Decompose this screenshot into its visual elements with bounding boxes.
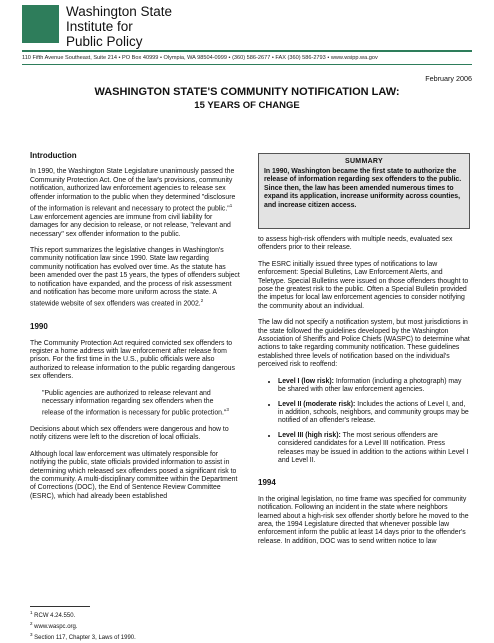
heading-1990: 1990 (30, 322, 48, 332)
left-column (30, 152, 240, 509)
right-paragraph-3: The law did not specify a notification system, but most jurisdictions in the state followed the guidelines developed by the Washington Association of Sheriffs and Police Chiefs (WASPC) to determine what actions to take regarding community notification. These guidelines established three levels of notification based on the individual's perceived risk to reoffend: (258, 319, 470, 369)
level-item (278, 378, 470, 395)
notification-levels-list (258, 378, 470, 466)
intro-paragraph-2 (30, 247, 240, 309)
footnote-number: 1 (30, 610, 33, 615)
summary-box (258, 153, 470, 229)
footnote-ref-3: 3 (226, 407, 229, 413)
section-1990-paragraph-2: Decisions about which sex offenders were dangerous and how to notify citizens were left to the discretion of local officials. (30, 426, 229, 442)
report-title: WASHINGTON STATE'S COMMUNITY NOTIFICATION LAW: (94, 86, 400, 98)
intro-p1-tail: Law enforcement agencies are immune from civil liability for damages for any decision to release, or not release, "relevant and necessary" sex offender information to the public. (30, 213, 231, 238)
org-line-3: Public Policy (66, 34, 143, 49)
footnote-number: 3 (30, 632, 33, 638)
footnote (30, 620, 136, 631)
org-line-2: Institute for (66, 19, 133, 34)
right-paragraph-2: The ESRC initially issued three types of notifications to law enforcement: Special Bulletins, Law Enforcement Alerts, and Teletype. Special Bulletins were issued on those offenders thought to pose the greatest risk to the public. Often a Special Bulletin provided the impetus for local law enforcement agencies to consider notifying the community about an individual. (258, 260, 469, 310)
publication-date: February 2006 (425, 74, 472, 83)
footnote-ref-2: 2 (200, 298, 204, 304)
footnote (30, 609, 136, 620)
org-line-1: Washington State (66, 4, 173, 19)
footnotes (30, 609, 136, 643)
level-1-label: Level I (low risk): (278, 377, 334, 385)
section-1990-paragraph-3: Although local law enforcement was ultimately responsible for notifying the public, state officials provided information to assist in determining which released sex offenders posed a significant risk to the community. A multi-disciplinary committee within the Department of Corrections (DOC), the End of Sentence Review Committee (ESRC), which had already been established (30, 450, 238, 500)
level-2-label: Level II (moderate risk): (278, 400, 356, 408)
right-column (258, 236, 470, 554)
intro-p2-text: This report summarizes the legislative changes in Washington's community notification law since 1990. State law regarding community notification has evolved over time. As the statute has been amended over the past 15 years, the types of offenders subject to notification have expanded, and the process of risk assessment and notification has become more uniform across the state. A statewide website of sex offenders was created in 2002. (30, 246, 240, 308)
summary-body: In 1990, Washington became the first state to authorize the release of information regarding sex offenders to the public. Since then, the law has been amended numerous times to expand its application, increase uniformity across counties, and increase citizen access. (264, 168, 462, 209)
heading-1994: 1994 (258, 478, 276, 488)
level-item (278, 401, 470, 426)
right-paragraph-1: to assess high-risk offenders with multiple needs, evaluated sex offenders prior to their release. (258, 236, 453, 252)
footnote-rule (30, 606, 90, 607)
report-subtitle: 15 YEARS OF CHANGE (194, 100, 300, 111)
institute-logo (22, 5, 59, 43)
footnote-text: RCW 4.24.550. (32, 613, 76, 619)
section-1990-paragraph-1: The Community Protection Act required convicted sex offenders to register a home address with law enforcement after release from prison. For the first time in the U.S., public officials were also authorized to release information to the public regarding dangerous sex offenders. (30, 339, 235, 381)
intro-p1-text: In 1990, the Washington State Legislature unanimously passed the Community Protection Act. One of the law's provisions, community notification, authorized law enforcement agencies to release sex offender information to the public when they determined "disclosure of the information is relevant and necessary to protect the public." (30, 168, 236, 213)
organization-name (66, 4, 172, 49)
level-3-text: The most serious offenders are considered candidates for a Level III notification. Press releases may be issued in addition to the actions within Level I and Level II. (278, 431, 469, 464)
level-2-text: Includes the actions of Level I, and, in addition, schools, neighbors, and community groups may be notified of an offender's release. (278, 400, 469, 425)
level-1-text: Information (including a photograph) may be shared with other law enforcement agencies. (278, 377, 462, 394)
footnote (30, 631, 136, 642)
address-rule (22, 64, 472, 65)
address-line: 110 Fifth Avenue Southeast, Suite 214 • PO Box 40999 • Olympia, WA 98504-0999 • (360) 586-2677 • FAX (360) 586-2793 • www.wsipp.wa.gov (22, 55, 378, 61)
footnote-ref-1: 1 (229, 203, 233, 209)
footnote-number: 2 (30, 621, 33, 627)
section-1994-paragraph: In the original legislation, no time frame was specified for community notification. Following an incident in the state where neighbors learned about a high-risk sex offender shortly before he moved to the area, the 1994 Legislature directed that whenever possible law enforcement inform the public at least 14 days prior to the offender's release. In addition, DOC was to send written notice to law (258, 495, 469, 545)
level-3-label: Level III (high risk): (278, 431, 341, 439)
intro-heading: Introduction (30, 151, 77, 160)
statute-quote-text: "Public agencies are authorized to release relevant and necessary information regarding sex offenders when the release of the information is necessary for public protection." (42, 389, 227, 417)
statute-quote (42, 390, 230, 419)
header-rule (22, 50, 472, 52)
footnote-text: Section 117, Chapter 3, Laws of 1990. (32, 635, 136, 642)
footnote-text: www.waspc.org. (32, 624, 78, 631)
intro-paragraph-1 (30, 168, 240, 239)
level-item (278, 432, 470, 466)
summary-heading: SUMMARY (344, 158, 383, 165)
